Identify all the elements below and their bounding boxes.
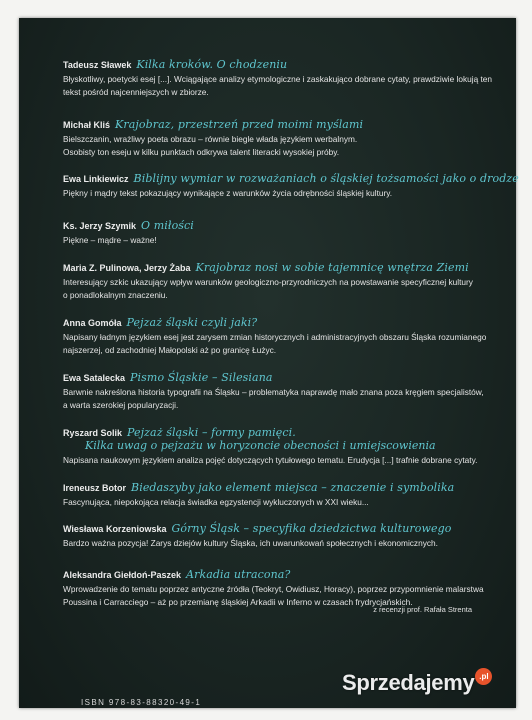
entry-author: Ryszard Solik (63, 428, 123, 438)
entry-heading (63, 426, 513, 439)
entry-title: Pejzaż śląski – formy pamięci. (127, 426, 296, 439)
watermark-text: Sprzedajemy (342, 670, 475, 695)
entry (63, 118, 513, 159)
entry-author: Anna Gomóła (63, 318, 122, 328)
entry-author: Ewa Satalecka (63, 373, 126, 383)
entry-description (63, 276, 513, 302)
entry-author: Ewa Linkiewicz (63, 174, 129, 184)
description-line: Barwnie nakreślona historia typografii na Śląsku – problematyka naprawdę mało znana poza kręgiem specjalistów, (63, 387, 484, 397)
description-line: Napisany ładnym językiem esej jest zarysem zmian historycznych i administracyjnych obszaru Śląska rozumianego (63, 332, 487, 342)
entry-heading (63, 371, 513, 384)
entry-title: O miłości (141, 219, 194, 232)
entry-heading (63, 219, 513, 232)
watermark-logo (342, 670, 492, 696)
entry (63, 522, 513, 550)
entry-author: Michał Kliś (63, 120, 111, 130)
entry-author: Maria Z. Pulinowa, Jerzy Żaba (63, 263, 191, 273)
entry-title: Biblijny wymiar w rozważaniach o śląskiej tożsamości jako o drodze (133, 172, 519, 185)
entry-heading (63, 568, 513, 581)
watermark-badge: .pl (475, 668, 492, 685)
entry-title-continued: Kilka uwag o pejzażu w horyzoncie obecności i umiejscowienia (85, 439, 436, 452)
entry (63, 316, 513, 357)
description-line: o ponadlokalnym znaczeniu. (63, 290, 168, 300)
entry-description (63, 331, 513, 357)
entry (63, 371, 513, 412)
entry-author: Wiesława Korzeniowska (63, 524, 167, 534)
entry-title: Pismo Śląskie – Silesiana (130, 371, 273, 384)
review-attribution: z recenzji prof. Rafała Strenta (373, 605, 472, 614)
entry-heading (63, 58, 513, 71)
entry-description (63, 386, 513, 412)
book-back-cover (19, 18, 519, 708)
entry-author: Tadeusz Sławek (63, 60, 132, 70)
isbn: ISBN 978-83-88320-49-1 (81, 698, 202, 707)
description-line: Osobisty ton eseju w kilku punktach odkrywa talent literacki wysokiej próby. (63, 147, 340, 157)
entry-description (63, 496, 513, 509)
entry-author: Ireneusz Botor (63, 483, 127, 493)
entry (63, 261, 513, 302)
entry-title: Pejzaż śląski czyli jaki? (126, 316, 258, 329)
entry-title: Górny Śląsk – specyfika dziedzictwa kulturowego (171, 522, 452, 535)
entry-description (63, 133, 513, 159)
description-line: Interesujący szkic ukazujący wpływ warunków geologiczno-przyrodniczych na powstawanie specyficznej kultury (63, 277, 473, 287)
entry (63, 219, 513, 247)
description-line: tekst pośród najcenniejszych w zbiorze. (63, 87, 209, 97)
description-line: Bardzo ważna pozycja! Zarys dziejów kultury Śląska, ich uwarunkowań społecznych i ekonomicznych. (63, 538, 438, 548)
description-line: Piękne – mądre – ważne! (63, 235, 157, 245)
entry (63, 58, 513, 99)
entry-title: Krajobraz, przestrzeń przed moimi myślami (115, 118, 364, 131)
description-line: Fascynująca, niepokojąca relacja świadka egzystencji wykluczonych w XXI wieku... (63, 497, 369, 507)
entry-heading (63, 118, 513, 131)
description-line: Poussina i Carracciego – aż po przemianę śląskiej Arkadii w Inferno w czasach frydrycjańskich. (63, 597, 413, 607)
entry-description (63, 187, 513, 200)
description-line: Wprowadzenie do tematu poprzez antyczne źródła (Teokryt, Owidiusz, Horacy), poprzez przypomnienie malarstwa (63, 584, 484, 594)
entry-author: Aleksandra Giełdoń-Paszek (63, 570, 182, 580)
entry-heading (63, 172, 519, 185)
entry-description (63, 73, 513, 99)
description-line: Błyskotliwy, poetycki esej [...]. Wciągające analizy etymologiczne i zaskakująco dobrane cytaty, prawdziwie lokują ten (63, 74, 493, 84)
entry-description (63, 234, 513, 247)
entry-description (63, 537, 513, 550)
entry-heading (63, 261, 513, 274)
entry (63, 426, 513, 467)
entry-title: Biedaszyby jako element miejsca – znaczenie i symbolika (131, 481, 455, 494)
description-line: Bielszczanin, wrażliwy poeta obrazu – równie biegle włada językiem werbalnym. (63, 134, 358, 144)
entry-description (63, 454, 513, 467)
entry (63, 568, 513, 609)
entry (63, 481, 513, 509)
entry-title: Arkadia utracona? (186, 568, 291, 581)
description-line: Piękny i mądry tekst pokazujący wynikające z warunków życia odrębności śląskiej kultury. (63, 188, 393, 198)
description-line: najszerzej, od zachodniej Małopolski aż po granicę Łużyc. (63, 345, 277, 355)
entry-title: Krajobraz nosi w sobie tajemnicę wnętrza Ziemi (195, 261, 469, 274)
entry-heading (63, 316, 513, 329)
description-line: a warta szerokiej popularyzacji. (63, 400, 179, 410)
description-line: Napisana naukowym językiem analiza pojęć dotyczących tytułowego tematu. Erudycja [...] trafnie dobrane cytaty. (63, 455, 478, 465)
entry-heading (63, 522, 513, 535)
entry-author: Ks. Jerzy Szymik (63, 221, 137, 231)
entry (63, 172, 519, 200)
entry-title: Kilka kroków. O chodzeniu (136, 58, 288, 71)
entry-heading (63, 481, 513, 494)
